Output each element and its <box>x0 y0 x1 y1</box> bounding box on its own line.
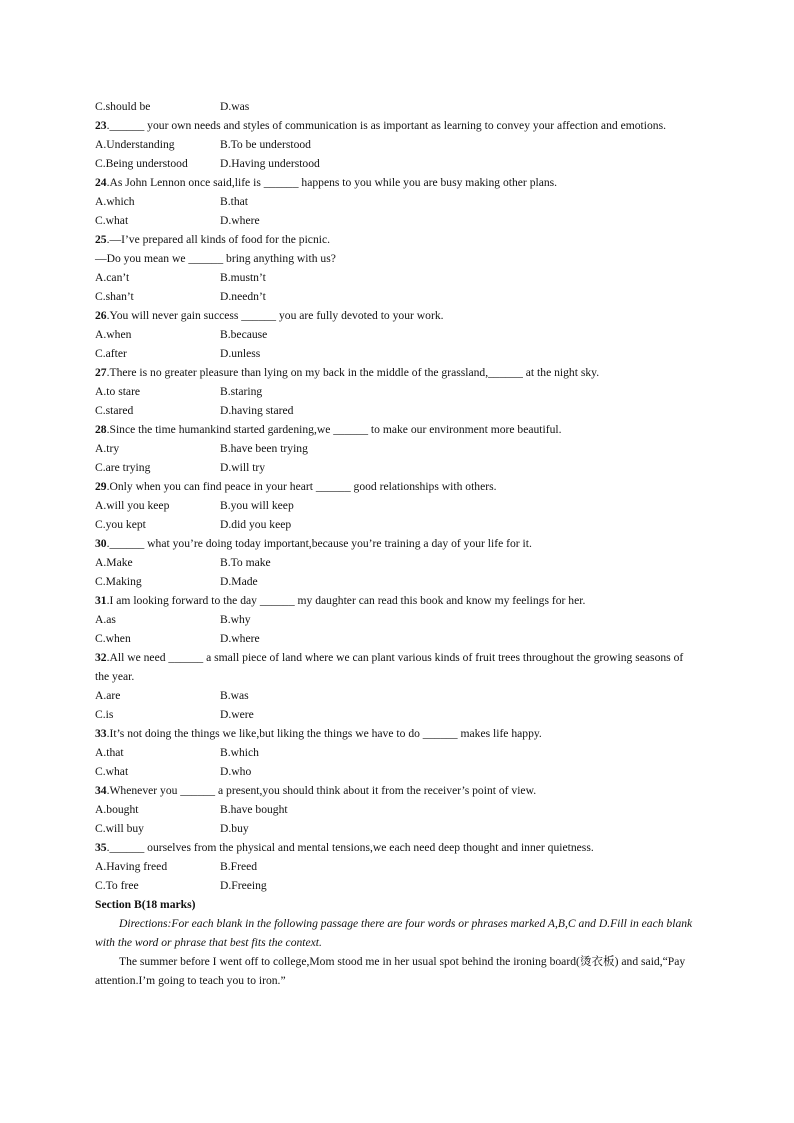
question-text: .Since the time humankind started gardening,we ______ to make our environment more beautiful. <box>106 423 562 436</box>
question-23 <box>95 116 700 173</box>
options-cd <box>95 344 700 363</box>
option-c: C.Being understood <box>95 157 188 170</box>
option-b: B.was <box>220 689 249 702</box>
question-text: .As John Lennon once said,life is ______ happens to you while you are busy making other plans. <box>106 176 558 189</box>
question-stem <box>95 363 700 382</box>
option-c: C.after <box>95 347 127 360</box>
option-c: C.To free <box>95 879 139 892</box>
option-c: C.Making <box>95 575 142 588</box>
options-ab <box>95 743 700 762</box>
question-text: .______ what you’re doing today important,because you’re training a day of your life for it. <box>106 537 532 550</box>
section-b-directions: Directions:For each blank in the following passage there are four words or phrases marked A,B,C and D.Fill in each blank with the word or phrase that best fits the context. <box>95 917 693 949</box>
option-b: B.To make <box>220 556 271 569</box>
option-b: B.why <box>220 613 251 626</box>
option-a: A.Having freed <box>95 860 168 873</box>
option-b: B.you will keep <box>220 499 294 512</box>
question-text: .—I’ve prepared all kinds of food for the picnic. <box>106 233 331 246</box>
options-ab <box>95 553 700 572</box>
exam-page <box>95 97 700 990</box>
options-ab <box>95 686 700 705</box>
question-text: .All we need ______ a small piece of land where we can plant various kinds of fruit trees throughout the growing seasons of the year. <box>95 651 684 683</box>
option-d: D.was <box>220 100 250 113</box>
question-34 <box>95 781 700 838</box>
options-ab <box>95 135 700 154</box>
question-27 <box>95 363 700 420</box>
question-number: 34 <box>95 784 107 797</box>
options-cd <box>95 629 700 648</box>
option-d: D.Having understood <box>220 157 320 170</box>
option-b: B.that <box>220 195 249 208</box>
question-stem <box>95 230 700 249</box>
question-number: 33 <box>95 727 107 740</box>
option-c: C.what <box>95 214 129 227</box>
question-text: .Whenever you ______ a present,you should think about it from the receiver’s point of view. <box>106 784 537 797</box>
passage-paragraph: The summer before I went off to college,Mom stood me in her usual spot behind the ironing board(烫衣板) and said,“Pay attention.I’m going to teach you to iron.” <box>95 955 686 987</box>
option-a: A.can’t <box>95 271 130 284</box>
options-ab <box>95 268 700 287</box>
question-number: 31 <box>95 594 107 607</box>
option-b: B.To be understood <box>220 138 311 151</box>
options-ab <box>95 857 700 876</box>
option-d: D.who <box>220 765 252 778</box>
question-stem <box>95 591 700 610</box>
option-d: D.were <box>220 708 254 721</box>
option-b: B.which <box>220 746 259 759</box>
option-c: C.will buy <box>95 822 144 835</box>
question-28 <box>95 420 700 477</box>
options-ab <box>95 192 700 211</box>
question-number: 29 <box>95 480 107 493</box>
option-a: A.will you keep <box>95 499 170 512</box>
option-a: A.to stare <box>95 385 141 398</box>
option-c: C.stared <box>95 404 134 417</box>
option-b: B.mustn’t <box>220 271 266 284</box>
question-text: .______ ourselves from the physical and mental tensions,we each need deep thought and inner quietness. <box>106 841 594 854</box>
question-25 <box>95 230 700 306</box>
question-number: 26 <box>95 309 107 322</box>
option-a: A.that <box>95 746 124 759</box>
question-number: 28 <box>95 423 107 436</box>
option-d: D.where <box>220 214 260 227</box>
question-stem <box>95 838 700 857</box>
question-text: .______ your own needs and styles of communication is as important as learning to convey your affection and emotions. <box>106 119 666 132</box>
option-a: A.Make <box>95 556 133 569</box>
options-ab <box>95 325 700 344</box>
option-d: D.buy <box>220 822 249 835</box>
option-c: C.are trying <box>95 461 151 474</box>
option-d: D.Made <box>220 575 258 588</box>
question-stem <box>95 116 700 135</box>
option-b: B.have been trying <box>220 442 308 455</box>
option-a: A.Understanding <box>95 138 175 151</box>
question-text: .There is no greater pleasure than lying on my back in the middle of the grassland,______ at the night sky. <box>106 366 600 379</box>
options-cd <box>95 211 700 230</box>
options-cd <box>95 819 700 838</box>
question-33 <box>95 724 700 781</box>
question-stem <box>95 173 700 192</box>
question-stem <box>95 420 700 439</box>
options-cd <box>95 154 700 173</box>
option-b: B.have bought <box>220 803 288 816</box>
options-ab <box>95 439 700 458</box>
question-stem <box>95 534 700 553</box>
options-ab <box>95 610 700 629</box>
question-number: 30 <box>95 537 107 550</box>
option-d: D.having stared <box>220 404 294 417</box>
question-number: 24 <box>95 176 107 189</box>
option-a: A.when <box>95 328 132 341</box>
option-c: C.shan’t <box>95 290 134 303</box>
option-a: A.as <box>95 613 116 626</box>
question-31 <box>95 591 700 648</box>
question-stem <box>95 306 700 325</box>
question-32 <box>95 648 700 724</box>
option-d: D.did you keep <box>220 518 292 531</box>
options-ab <box>95 382 700 401</box>
question-number: 32 <box>95 651 107 664</box>
options-ab <box>95 800 700 819</box>
question-number: 35 <box>95 841 107 854</box>
option-c: C.when <box>95 632 131 645</box>
question-stem <box>95 477 700 496</box>
option-d: D.unless <box>220 347 261 360</box>
option-a: A.bought <box>95 803 139 816</box>
question-24 <box>95 173 700 230</box>
options-cd <box>95 572 700 591</box>
question-number: 25 <box>95 233 107 246</box>
option-b: B.Freed <box>220 860 258 873</box>
section-b-title: Section B(18 marks) <box>95 898 196 911</box>
options-cd <box>95 876 700 895</box>
options-ab <box>95 496 700 515</box>
question-26 <box>95 306 700 363</box>
question-stem <box>95 724 700 743</box>
option-a: A.are <box>95 689 121 702</box>
question-stem <box>95 781 700 800</box>
options-cd <box>95 515 700 534</box>
question-29 <box>95 477 700 534</box>
option-d: D.needn’t <box>220 290 266 303</box>
options-cd <box>95 458 700 477</box>
question-number: 27 <box>95 366 107 379</box>
option-a: A.try <box>95 442 120 455</box>
option-d: D.Freeing <box>220 879 267 892</box>
question-text: .I am looking forward to the day ______ my daughter can read this book and know my feelings for her. <box>106 594 586 607</box>
options-cd <box>95 287 700 306</box>
options-cd <box>95 762 700 781</box>
option-a: A.which <box>95 195 135 208</box>
question-stem <box>95 648 700 686</box>
option-c: C.is <box>95 708 114 721</box>
option-b: B.because <box>220 328 268 341</box>
question-number: 23 <box>95 119 107 132</box>
question-35 <box>95 838 700 895</box>
option-c: C.you kept <box>95 518 146 531</box>
option-c: C.what <box>95 765 129 778</box>
options-cd <box>95 401 700 420</box>
options-cd <box>95 705 700 724</box>
question-text: .Only when you can find peace in your heart ______ good relationships with others. <box>106 480 497 493</box>
question-text: .It’s not doing the things we like,but liking the things we have to do ______ makes life happy. <box>106 727 542 740</box>
q22-options-cd <box>95 97 700 116</box>
option-b: B.staring <box>220 385 263 398</box>
option-d: D.will try <box>220 461 266 474</box>
question-text: .You will never gain success ______ you are fully devoted to your work. <box>106 309 444 322</box>
question-30 <box>95 534 700 591</box>
option-c: C.should be <box>95 100 151 113</box>
question-reply: —Do you mean we ______ bring anything with us? <box>95 252 336 265</box>
option-d: D.where <box>220 632 260 645</box>
